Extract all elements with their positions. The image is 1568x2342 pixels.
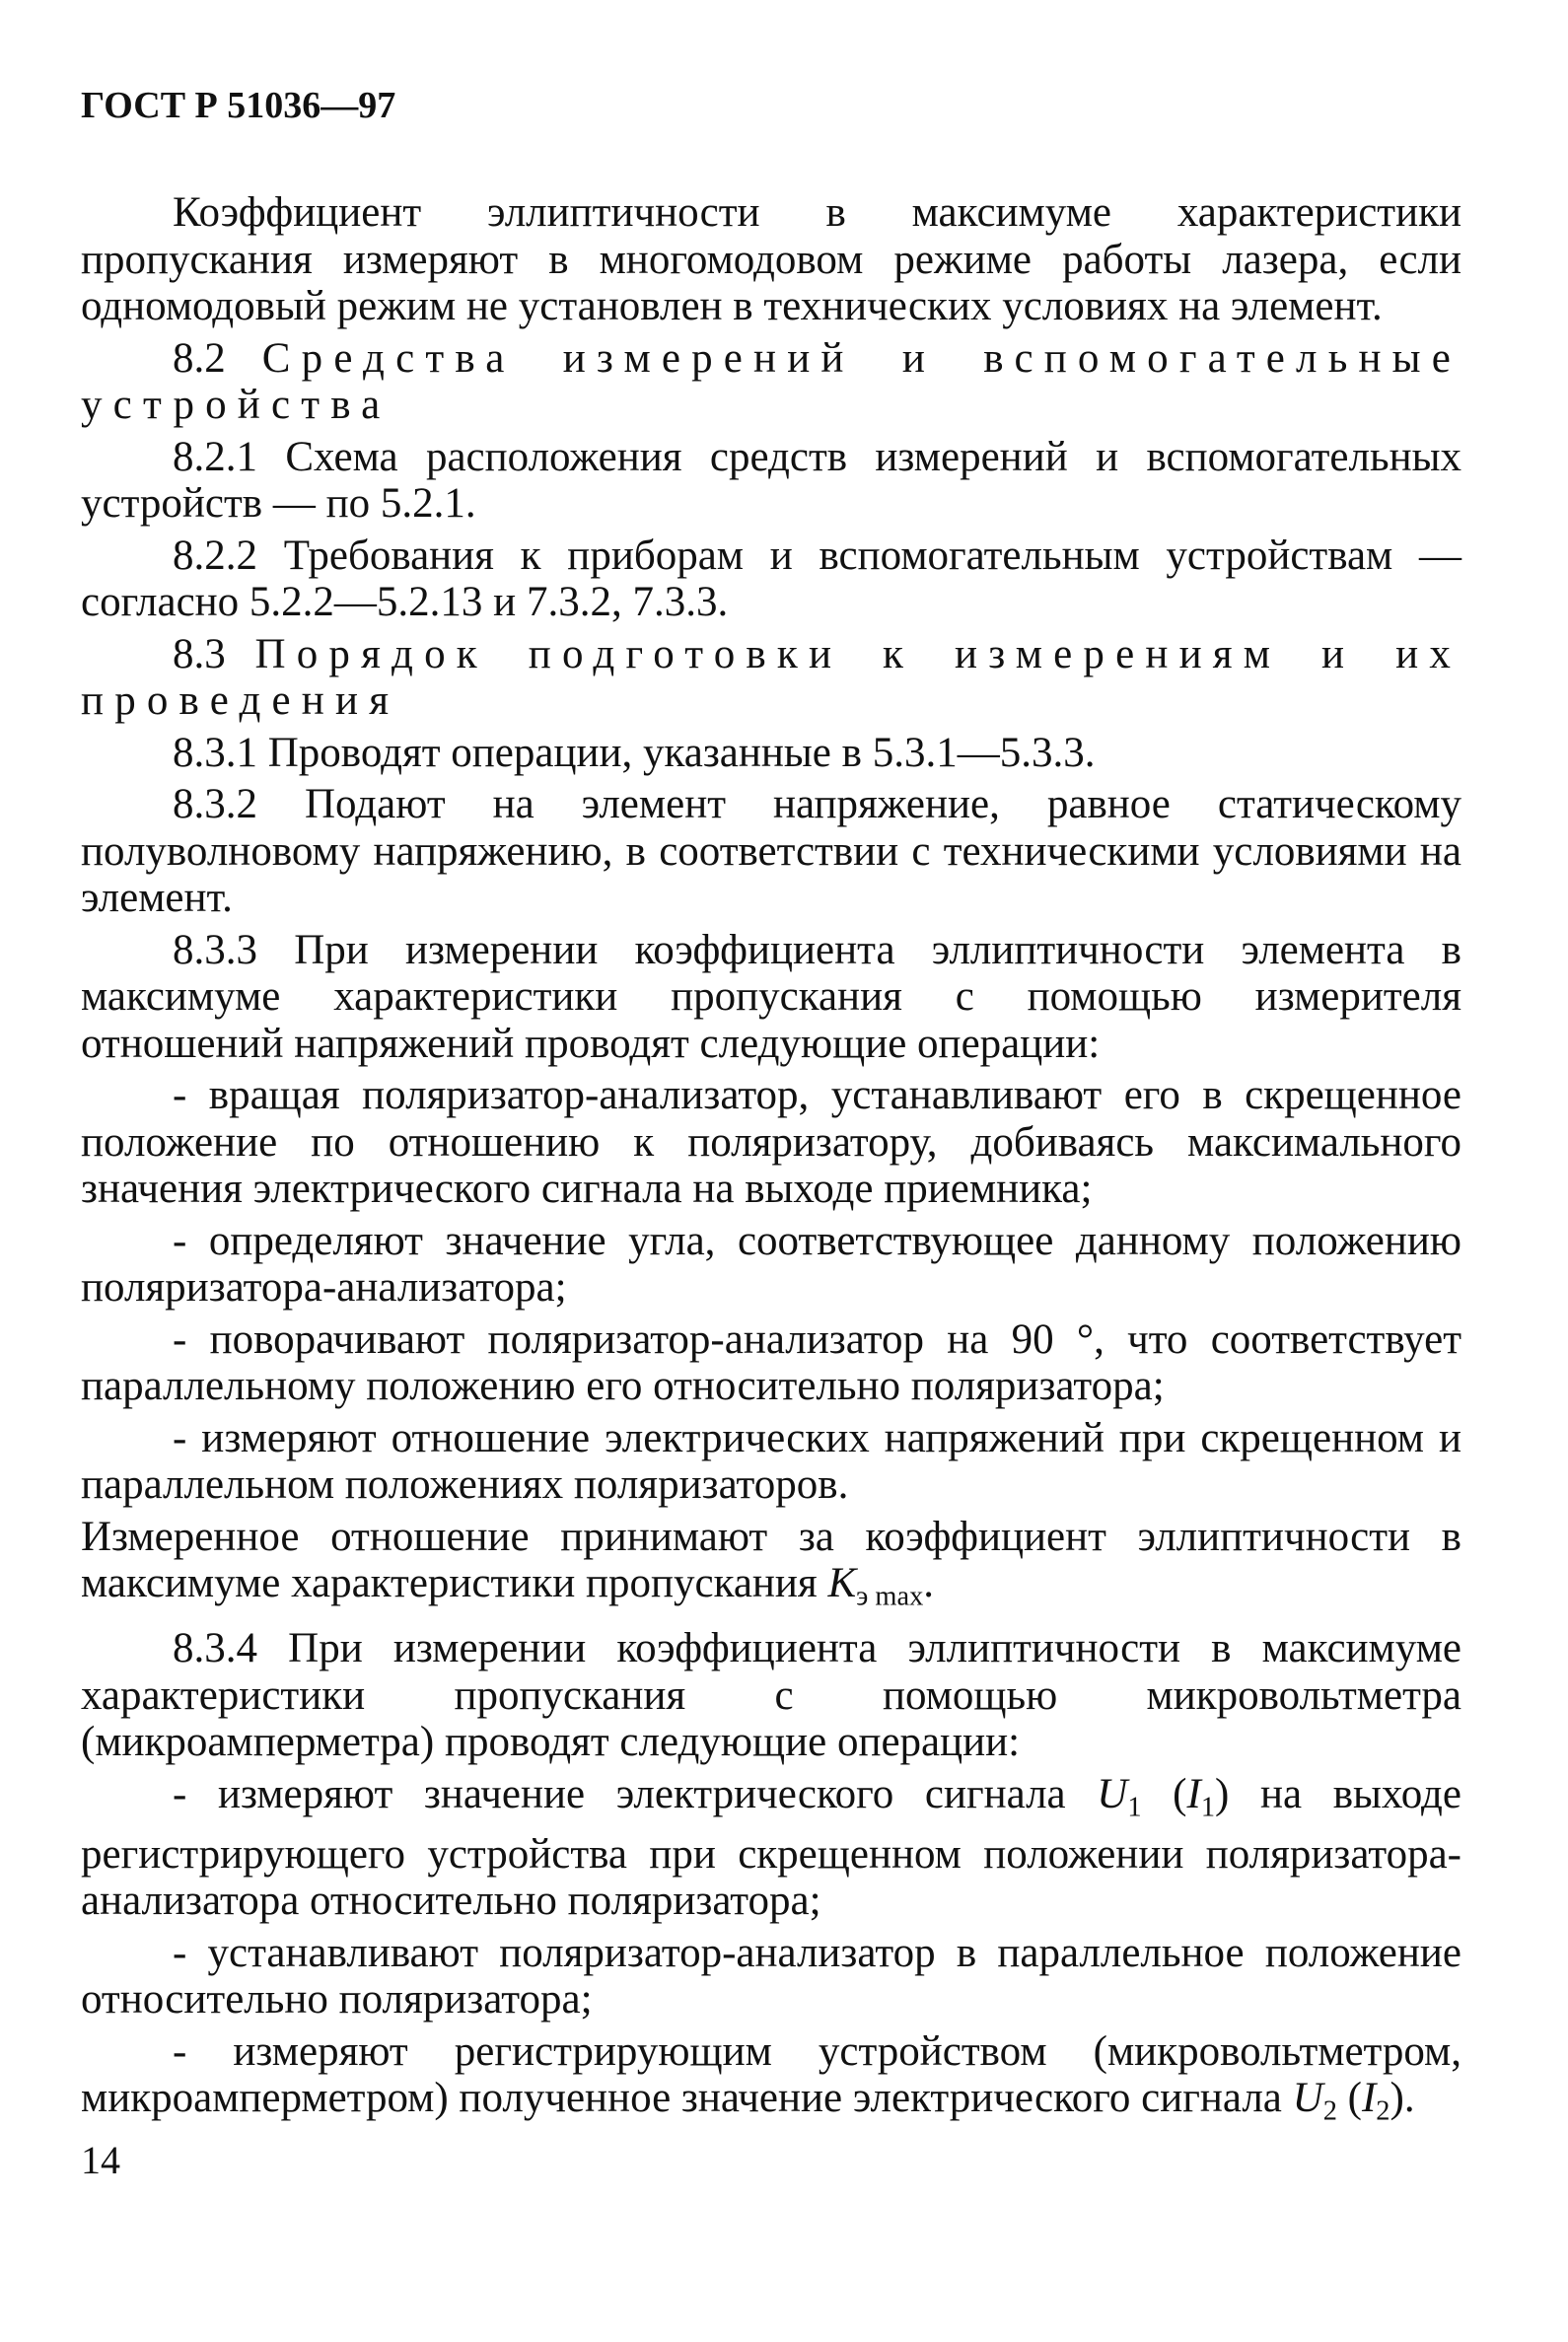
ellipticity-subscript: э max xyxy=(856,1581,924,1612)
section-number: 8.3 xyxy=(173,630,226,677)
list-item: - вращая поляризатор-анализатор, устанавливают его в скрещенное положение по отношению к поляризатору, добиваясь максимального значения электрического сигнала на выходе приемника; xyxy=(81,1072,1461,1212)
list-item: - измеряют отношение электрических напряжений при скрещенном и параллельном положениях поляризаторов. xyxy=(81,1414,1461,1508)
measured-ratio-text: Измеренное отношение принимают за коэффициент эллиптичности в максимуме характеристики пропускания xyxy=(81,1513,1461,1606)
paragraph-8-3-2: 8.3.2 Подают на элемент напряжение, равное статическому полуволновому напряжению, в соответствии с техническими условиями на элемент. xyxy=(81,781,1461,921)
paragraph-8-3-1: 8.3.1 Проводят операции, указанные в 5.3.1—5.3.3. xyxy=(173,729,1096,776)
section-title: Порядок подготовки к измерениям и их проведения xyxy=(81,630,1462,724)
paragraph-8-2-2: 8.2.2 Требования к приборам и вспомогательным устройствам — согласно 5.2.2—5.2.13 и 7.3.2, 7.3.3. xyxy=(81,532,1461,625)
section-title: Средства измерений и вспомогательные устройства xyxy=(81,334,1462,428)
list-item: - измеряют регистрирующим устройством (микровольтметром, микроамперметром) полученное значение электрического сигнала $U_2$ $(I_2)$. xyxy=(81,2027,1461,2127)
voltage-subscript: 2 xyxy=(1322,2095,1337,2127)
voltage-symbol: U xyxy=(1097,1770,1128,1817)
list-item: - определяют значение угла, соответствующее данному положению поляризатора-анализатора; xyxy=(81,1217,1461,1311)
paragraph-8-3-3: 8.3.3 При измерении коэффициента эллиптичности элемента в максимуме характеристики пропускания с помощью измерителя отношений напряжений проводят следующие операции: xyxy=(81,926,1461,1067)
sentence-end: . xyxy=(923,1560,935,1606)
ellipticity-symbol: K xyxy=(827,1560,857,1606)
section-heading-8-3 xyxy=(81,631,1461,725)
voltage-subscript: 1 xyxy=(1127,1792,1142,1822)
current-subscript: 2 xyxy=(1376,2095,1390,2127)
list-item: - поворачивают поляризатор-анализатор на 90 °, что соответствует параллельному положению его относительно поляризатора; xyxy=(81,1315,1461,1409)
page-number: 14 xyxy=(81,2138,120,2182)
paragraph-measured-ratio xyxy=(81,1514,1461,1621)
sentence-end: . xyxy=(1403,2075,1415,2121)
document-header: ГОСТ Р 51036—97 xyxy=(81,85,396,126)
list-item-text: на выходе регистрирующего устройства при скрещенном положении поляризатора-анализатора относительно поляризатора; xyxy=(81,1770,1461,1924)
section-number: 8.2 xyxy=(173,334,226,382)
section-heading-8-2 xyxy=(81,335,1461,429)
current-subscript: 1 xyxy=(1200,1792,1216,1822)
list-item-text: - измеряют значение электрического сигнала xyxy=(173,1770,1066,1817)
current-symbol: I xyxy=(1186,1770,1201,1817)
list-item: - измеряют значение электрического сигнала $U_1$ $(I_1)$ на выходе регистрирующего устройства при скрещенном положении поляризатора-анализатора относительно поляризатора; xyxy=(81,1770,1461,1924)
list-item-text: - измеряют регистрирующим устройством (микровольтметром, микроамперметром) полученное значение электрического сигнала xyxy=(81,2027,1461,2121)
paragraph-8-3-4: 8.3.4 При измерении коэффициента эллиптичности в максимуме характеристики пропускания с помощью микровольтметра (микроамперметра) проводят следующие операции: xyxy=(81,1625,1461,1765)
current-symbol: I xyxy=(1361,2075,1377,2121)
document-body xyxy=(81,189,1461,2135)
list-item: - устанавливают поляризатор-анализатор в параллельное положение относительно поляризатора; xyxy=(81,1929,1461,2023)
paragraph-8-2-1: 8.2.1 Схема расположения средств измерений и вспомогательных устройств — по 5.2.1. xyxy=(81,433,1461,527)
voltage-symbol: U xyxy=(1292,2075,1323,2121)
paragraph-ellipticity-mode: Коэффициент эллиптичности в максимуме характеристики пропускания измеряют в многомодовом режиме работы лазера, если одномодовый режим не установлен в технических условиях на элемент. xyxy=(81,189,1461,329)
